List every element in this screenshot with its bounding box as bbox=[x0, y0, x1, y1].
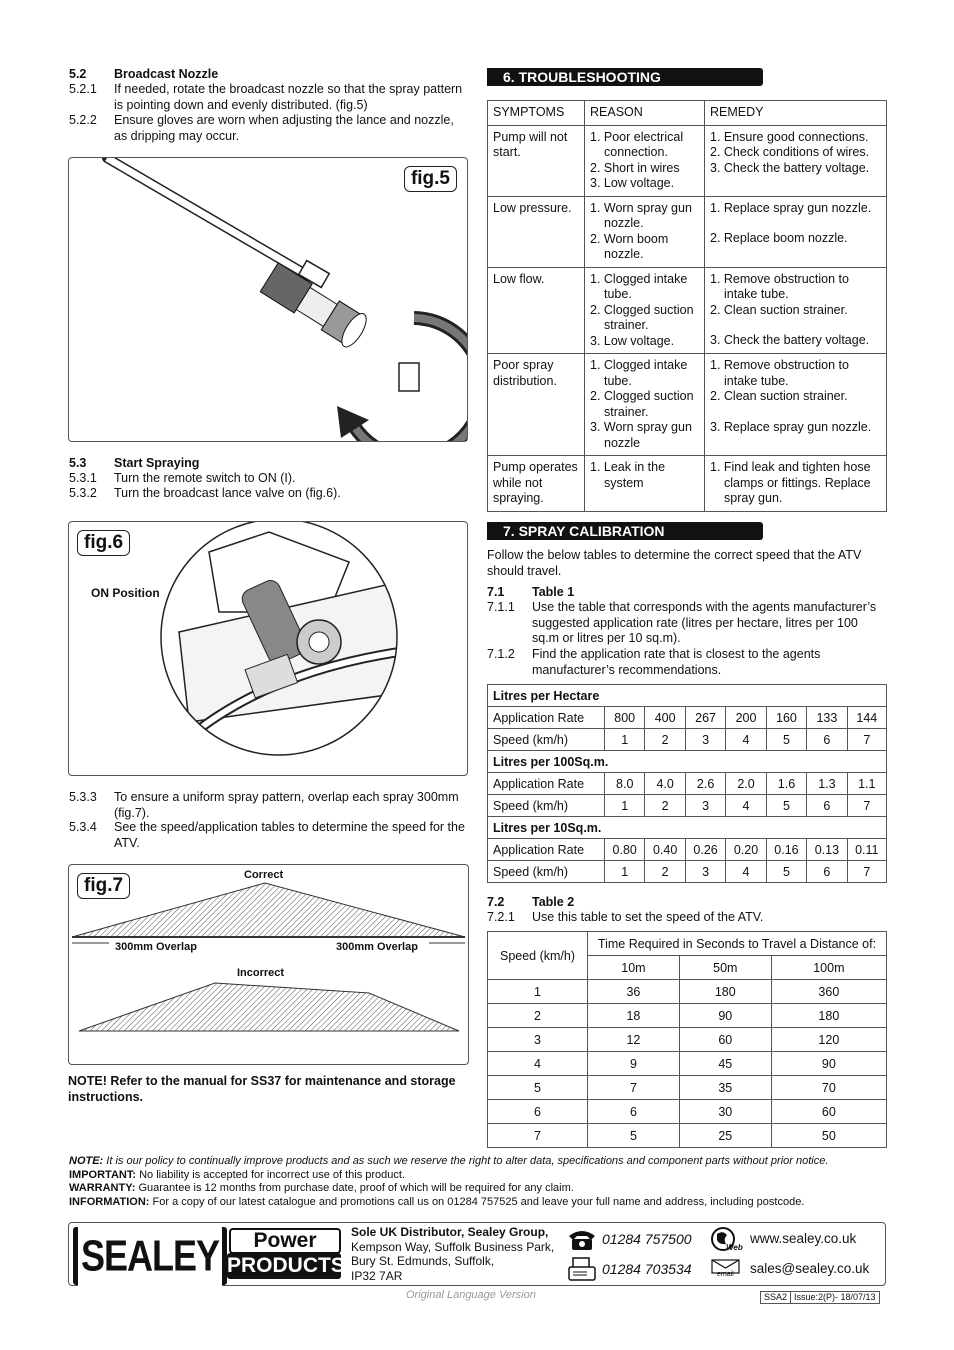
speed-label: Speed (km/h) bbox=[488, 795, 605, 817]
time-cell: 25 bbox=[679, 1124, 771, 1148]
reason-item: 1. Clogged intake tube. bbox=[590, 358, 688, 388]
overlap-right-label: 300mm Overlap bbox=[336, 941, 418, 953]
header-remedy: REMEDY bbox=[705, 101, 887, 126]
item-text: Use the table that corresponds with the agents manufacturer’s suggested application rate (litres per hectare, litres per 100 sq.m or litres per 10 sq.m). bbox=[532, 600, 877, 645]
speed-value: 7 bbox=[847, 729, 886, 751]
distributor-title: Sole UK Distributor, Sealey Group, bbox=[351, 1225, 549, 1239]
time-cell: 12 bbox=[588, 1028, 680, 1052]
time-cell: 60 bbox=[771, 1100, 886, 1124]
item-text: To ensure a uniform spray pattern, overlap each spray 300mm (fig.7). bbox=[114, 790, 459, 820]
table-row bbox=[488, 1124, 887, 1148]
item-number: 5.3.4 bbox=[69, 820, 97, 834]
time-cell: 70 bbox=[771, 1076, 886, 1100]
speed-value: 1 bbox=[605, 729, 645, 751]
speed-value: 5 bbox=[766, 729, 806, 751]
fax-icon bbox=[567, 1256, 597, 1282]
reason-item: 3. Low voltage. bbox=[590, 176, 675, 190]
address-line: Bury St. Edmunds, Suffolk, bbox=[351, 1254, 495, 1268]
speed-value: 5 bbox=[766, 861, 806, 883]
application-rate-value: 0.11 bbox=[847, 839, 886, 861]
troubleshooting-table bbox=[487, 100, 887, 512]
application-rate-label: Application Rate bbox=[488, 839, 605, 861]
remedy-item: 3. Replace spray gun nozzle. bbox=[710, 419, 872, 434]
table-row bbox=[488, 354, 887, 456]
section-number: 7.1 bbox=[487, 585, 505, 599]
item-number: 5.3.1 bbox=[69, 471, 97, 485]
table-row bbox=[488, 125, 887, 196]
reason-item: 2. Clogged suction strainer. bbox=[590, 302, 694, 332]
application-rate-value: 2.6 bbox=[685, 773, 725, 795]
remedy-item: 2. Clean suction strainer. bbox=[710, 389, 848, 403]
web-icon-text: Web bbox=[726, 1243, 743, 1252]
correct-label: Correct bbox=[244, 869, 284, 881]
speed-value: 1 bbox=[605, 861, 645, 883]
symptom-cell: Low pressure. bbox=[488, 196, 585, 267]
speed-cell: 1 bbox=[488, 980, 588, 1004]
application-rate-value: 2.0 bbox=[726, 773, 766, 795]
sealey-logo-text: SEALEY bbox=[78, 1226, 222, 1286]
web-icon bbox=[710, 1226, 746, 1254]
application-rate-value: 1.6 bbox=[766, 773, 806, 795]
email-link[interactable]: sales@sealey.co.uk bbox=[750, 1261, 870, 1276]
application-rate-value: 1.1 bbox=[847, 773, 886, 795]
time-cell: 9 bbox=[588, 1052, 680, 1076]
time-cell: 45 bbox=[679, 1052, 771, 1076]
reason-cell bbox=[585, 456, 705, 512]
reason-item: 1. Poor electrical connection. bbox=[590, 129, 684, 159]
application-rate-label: Application Rate bbox=[488, 707, 605, 729]
application-rate-value: 200 bbox=[726, 707, 766, 729]
remedy-item: 2. Clean suction strainer. bbox=[710, 302, 848, 317]
remedy-item: 1. Ensure good connections. bbox=[710, 129, 869, 144]
section-7-1 bbox=[487, 585, 887, 601]
reason-cell bbox=[585, 354, 705, 456]
reason-item: 1. Leak in the system bbox=[590, 460, 666, 490]
reason-item: 2. Short in wires bbox=[590, 160, 680, 175]
speed-value: 3 bbox=[685, 795, 725, 817]
reason-cell bbox=[585, 196, 705, 267]
section-7-2-1 bbox=[487, 910, 887, 926]
application-rate-value: 0.16 bbox=[766, 839, 806, 861]
time-cell: 90 bbox=[771, 1052, 886, 1076]
item-number: 7.2.1 bbox=[487, 910, 515, 924]
speed-value: 3 bbox=[685, 861, 725, 883]
calibration-intro: Follow the below tables to determine the correct speed that the ATV should travel. bbox=[487, 548, 862, 578]
information-label: INFORMATION: bbox=[69, 1196, 150, 1208]
speed-value: 2 bbox=[645, 729, 685, 751]
table-header-row bbox=[488, 932, 887, 956]
speed-value: 3 bbox=[685, 729, 725, 751]
issue-code: Issue:2(P)- 18/07/13 bbox=[794, 1292, 876, 1302]
reason-item: 2. Worn boom nozzle. bbox=[590, 231, 669, 261]
item-text: Find the application rate that is closest to the agents manufacturer’s recommendations. bbox=[532, 647, 821, 677]
reason-cell bbox=[585, 125, 705, 196]
application-rate-value: 0.80 bbox=[605, 839, 645, 861]
reason-cell bbox=[585, 267, 705, 354]
footer-warranty bbox=[69, 1181, 889, 1195]
remedy-item: 1. Find leak and tighten hose clamps or fittings. Replace spray gun. bbox=[710, 460, 871, 505]
time-cell: 36 bbox=[588, 980, 680, 1004]
time-cell: 18 bbox=[588, 1004, 680, 1028]
calibration-heading: 7. SPRAY CALIBRATION bbox=[487, 522, 763, 540]
speed-value: 7 bbox=[847, 795, 886, 817]
remedy-cell bbox=[705, 354, 887, 456]
table-header-row bbox=[488, 101, 887, 126]
application-rate-value: 0.20 bbox=[726, 839, 766, 861]
remedy-cell bbox=[705, 456, 887, 512]
time-cell: 360 bbox=[771, 980, 886, 1004]
on-position-callout: ON Position bbox=[91, 586, 160, 600]
model-code: SSA2 bbox=[761, 1292, 791, 1303]
speed-value: 6 bbox=[807, 729, 847, 751]
figure-7 bbox=[68, 864, 469, 1065]
time-cell: 180 bbox=[679, 980, 771, 1004]
table-row bbox=[488, 861, 887, 883]
reason-item: 1. Worn spray gun nozzle. bbox=[590, 200, 692, 230]
speed-label: Speed (km/h) bbox=[488, 861, 605, 883]
application-rate-value: 800 bbox=[605, 707, 645, 729]
footer-note bbox=[69, 1154, 889, 1168]
important-label: IMPORTANT: bbox=[69, 1169, 137, 1181]
speed-value: 1 bbox=[605, 795, 645, 817]
section-title: Table 2 bbox=[532, 895, 575, 909]
table-row bbox=[488, 1100, 887, 1124]
fax-number[interactable]: 01284 703534 bbox=[602, 1261, 692, 1277]
speed-cell: 2 bbox=[488, 1004, 588, 1028]
speed-header: Speed (km/h) bbox=[488, 932, 588, 980]
application-rate-value: 160 bbox=[766, 707, 806, 729]
table-row bbox=[488, 795, 887, 817]
speed-cell: 4 bbox=[488, 1052, 588, 1076]
application-rate-label: Application Rate bbox=[488, 773, 605, 795]
speed-value: 6 bbox=[807, 795, 847, 817]
remedy-cell bbox=[705, 196, 887, 267]
table-row bbox=[488, 267, 887, 354]
remedy-item: 1. Remove obstruction to intake tube. bbox=[710, 271, 849, 301]
lance-valve-illustration bbox=[69, 522, 467, 775]
table-row bbox=[488, 1028, 887, 1052]
header-reason: REASON bbox=[585, 101, 705, 126]
symptom-cell: Pump will not start. bbox=[488, 125, 585, 196]
application-rate-value: 0.40 bbox=[645, 839, 685, 861]
speed-value: 6 bbox=[807, 861, 847, 883]
address-line: IP32 7AR bbox=[351, 1268, 403, 1283]
symptom-cell: Poor spray distribution. bbox=[488, 354, 585, 456]
note-label: NOTE: bbox=[69, 1155, 104, 1167]
figure-label: fig.6 bbox=[77, 530, 130, 556]
speed-cell: 3 bbox=[488, 1028, 588, 1052]
speed-value: 2 bbox=[645, 861, 685, 883]
section-number: 7.2 bbox=[487, 895, 505, 909]
time-cell: 5 bbox=[588, 1124, 680, 1148]
speed-cell: 5 bbox=[488, 1076, 588, 1100]
footer-information bbox=[69, 1195, 889, 1209]
speed-value: 4 bbox=[726, 861, 766, 883]
reason-item: 1. Clogged intake tube. bbox=[590, 271, 688, 301]
remedy-cell bbox=[705, 125, 887, 196]
time-cell: 180 bbox=[771, 1004, 886, 1028]
note-text: It is our policy to continually improve products and as such we reserve the right to alter data, specifications and component parts without prior notice. bbox=[103, 1155, 829, 1167]
item-number: 5.3.3 bbox=[69, 790, 97, 804]
table-title-row bbox=[488, 685, 887, 707]
section-7-1-1 bbox=[487, 600, 887, 647]
item-number: 5.2.2 bbox=[69, 113, 97, 127]
reason-item: 3. Low voltage. bbox=[590, 333, 675, 348]
warranty-text: Guarantee is 12 months from purchase date, proof of which will be required for any claim. bbox=[135, 1182, 574, 1194]
remedy-item: 2. Check conditions of wires. bbox=[710, 145, 870, 159]
reason-item: 2. Clogged suction strainer. bbox=[590, 389, 694, 419]
speed-label: Speed (km/h) bbox=[488, 729, 605, 751]
table-row bbox=[488, 1076, 887, 1100]
table-row bbox=[488, 773, 887, 795]
spray-overlap-diagram bbox=[69, 865, 468, 1064]
rate-table-title: Litres per 100Sq.m. bbox=[488, 751, 887, 773]
information-text: For a copy of our latest catalogue and promotions call us on 01284 757525 and leave your full name and address, including postcode. bbox=[149, 1196, 805, 1208]
important-text: No liability is accepted for incorrect use of this product. bbox=[136, 1169, 406, 1181]
symptom-cell: Low flow. bbox=[488, 267, 585, 354]
item-number: 7.1.1 bbox=[487, 600, 515, 614]
phone-number[interactable]: 01284 757500 bbox=[602, 1231, 692, 1247]
application-rate-value: 4.0 bbox=[645, 773, 685, 795]
symptom-cell: Pump operates while not spraying. bbox=[488, 456, 585, 512]
time-cell: 120 bbox=[771, 1028, 886, 1052]
speed-value: 4 bbox=[726, 795, 766, 817]
figure-6 bbox=[68, 521, 468, 776]
rate-table-title: Litres per 10Sq.m. bbox=[488, 817, 887, 839]
distance-header: 10m bbox=[588, 956, 680, 980]
section-7-1-2 bbox=[487, 647, 887, 678]
speed-value: 2 bbox=[645, 795, 685, 817]
figure-5 bbox=[68, 157, 468, 442]
remedy-item: 3. Check the battery voltage. bbox=[710, 160, 870, 175]
time-cell: 6 bbox=[588, 1100, 680, 1124]
distance-header: 50m bbox=[679, 956, 771, 980]
speed-value: 5 bbox=[766, 795, 806, 817]
remedy-cell bbox=[705, 267, 887, 354]
overlap-left-label: 300mm Overlap bbox=[115, 941, 197, 953]
item-text: If needed, rotate the broadcast nozzle so that the spray pattern is pointing down and evenly distributed. (fig.5) bbox=[114, 82, 463, 112]
speed-value: 7 bbox=[847, 861, 886, 883]
figure-label: fig.7 bbox=[77, 873, 130, 899]
time-cell: 90 bbox=[679, 1004, 771, 1028]
time-cell: 50 bbox=[771, 1124, 886, 1148]
sealey-logo bbox=[73, 1227, 227, 1285]
item-text: Turn the broadcast lance valve on (fig.6). bbox=[114, 486, 341, 500]
application-rate-table bbox=[487, 684, 887, 883]
item-number: 5.3.2 bbox=[69, 486, 97, 500]
application-rate-value: 1.3 bbox=[807, 773, 847, 795]
power-badge: Power bbox=[229, 1228, 341, 1254]
email-icon bbox=[711, 1259, 741, 1281]
incorrect-label: Incorrect bbox=[237, 967, 285, 979]
rate-table-title: Litres per Hectare bbox=[488, 685, 887, 707]
table-row bbox=[488, 196, 887, 267]
speed-cell: 6 bbox=[488, 1100, 588, 1124]
email-icon-text: email bbox=[717, 1271, 734, 1278]
distance-header: 100m bbox=[771, 956, 886, 980]
item-text: See the speed/application tables to determine the speed for the ATV. bbox=[114, 820, 465, 850]
troubleshooting-heading: 6. TROUBLESHOOTING bbox=[487, 68, 763, 86]
remedy-item: 1. Replace spray gun nozzle. bbox=[710, 200, 872, 215]
section-title: Table 1 bbox=[532, 585, 575, 599]
time-header: Time Required in Seconds to Travel a Distance of: bbox=[588, 932, 887, 956]
item-number: 7.1.2 bbox=[487, 647, 515, 661]
time-cell: 35 bbox=[679, 1076, 771, 1100]
issue-box bbox=[760, 1291, 880, 1304]
table-row bbox=[488, 1052, 887, 1076]
language-note: Original Language Version bbox=[406, 1289, 536, 1301]
section-title: Start Spraying bbox=[114, 456, 200, 470]
table-title-row bbox=[488, 817, 887, 839]
maintenance-note: NOTE! Refer to the manual for SS37 for maintenance and storage instructions. bbox=[68, 1074, 456, 1104]
address-line: Kempson Way, Suffolk Business Park, bbox=[351, 1239, 555, 1254]
speed-time-table bbox=[487, 931, 887, 1148]
application-rate-value: 133 bbox=[807, 707, 847, 729]
remedy-item: 2. Replace boom nozzle. bbox=[710, 231, 848, 245]
footer-bar bbox=[68, 1222, 886, 1286]
speed-value: 4 bbox=[726, 729, 766, 751]
application-rate-value: 0.26 bbox=[685, 839, 725, 861]
broadcast-nozzle-illustration bbox=[69, 158, 467, 441]
application-rate-value: 267 bbox=[685, 707, 725, 729]
application-rate-value: 0.13 bbox=[807, 839, 847, 861]
item-text: Ensure gloves are worn when adjusting the lance and nozzle, as dripping may occur. bbox=[114, 113, 454, 143]
section-title: Broadcast Nozzle bbox=[114, 67, 219, 81]
table-row bbox=[488, 729, 887, 751]
time-cell: 60 bbox=[679, 1028, 771, 1052]
section-7-2 bbox=[487, 895, 887, 911]
application-rate-value: 8.0 bbox=[605, 773, 645, 795]
speed-cell: 7 bbox=[488, 1124, 588, 1148]
distributor-address bbox=[351, 1225, 554, 1283]
section-number: 5.3 bbox=[69, 456, 87, 470]
footer-important bbox=[69, 1168, 889, 1182]
warranty-label: WARRANTY: bbox=[69, 1182, 136, 1194]
table-row bbox=[488, 1004, 887, 1028]
item-number: 5.2.1 bbox=[69, 82, 97, 96]
table-row bbox=[488, 456, 887, 512]
table-row bbox=[488, 980, 887, 1004]
remedy-item: 3. Check the battery voltage. bbox=[710, 333, 870, 347]
header-symptoms: SYMPTOMS bbox=[488, 101, 585, 126]
application-rate-value: 400 bbox=[645, 707, 685, 729]
table-title-row bbox=[488, 751, 887, 773]
item-text: Use this table to set the speed of the ATV. bbox=[532, 910, 764, 924]
application-rate-value: 144 bbox=[847, 707, 886, 729]
section-number: 5.2 bbox=[69, 67, 87, 81]
phone-icon bbox=[567, 1228, 597, 1252]
item-text: Turn the remote switch to ON (I). bbox=[114, 471, 296, 485]
table-row bbox=[488, 707, 887, 729]
reason-item: 3. Worn spray gun nozzle bbox=[590, 420, 692, 450]
products-badge: PRODUCTS bbox=[227, 1254, 345, 1277]
website-link[interactable]: www.sealey.co.uk bbox=[750, 1231, 857, 1246]
table-row bbox=[488, 839, 887, 861]
time-cell: 7 bbox=[588, 1076, 680, 1100]
remedy-item: 1. Remove obstruction to intake tube. bbox=[710, 358, 849, 388]
figure-label: fig.5 bbox=[404, 166, 457, 192]
time-cell: 30 bbox=[679, 1100, 771, 1124]
